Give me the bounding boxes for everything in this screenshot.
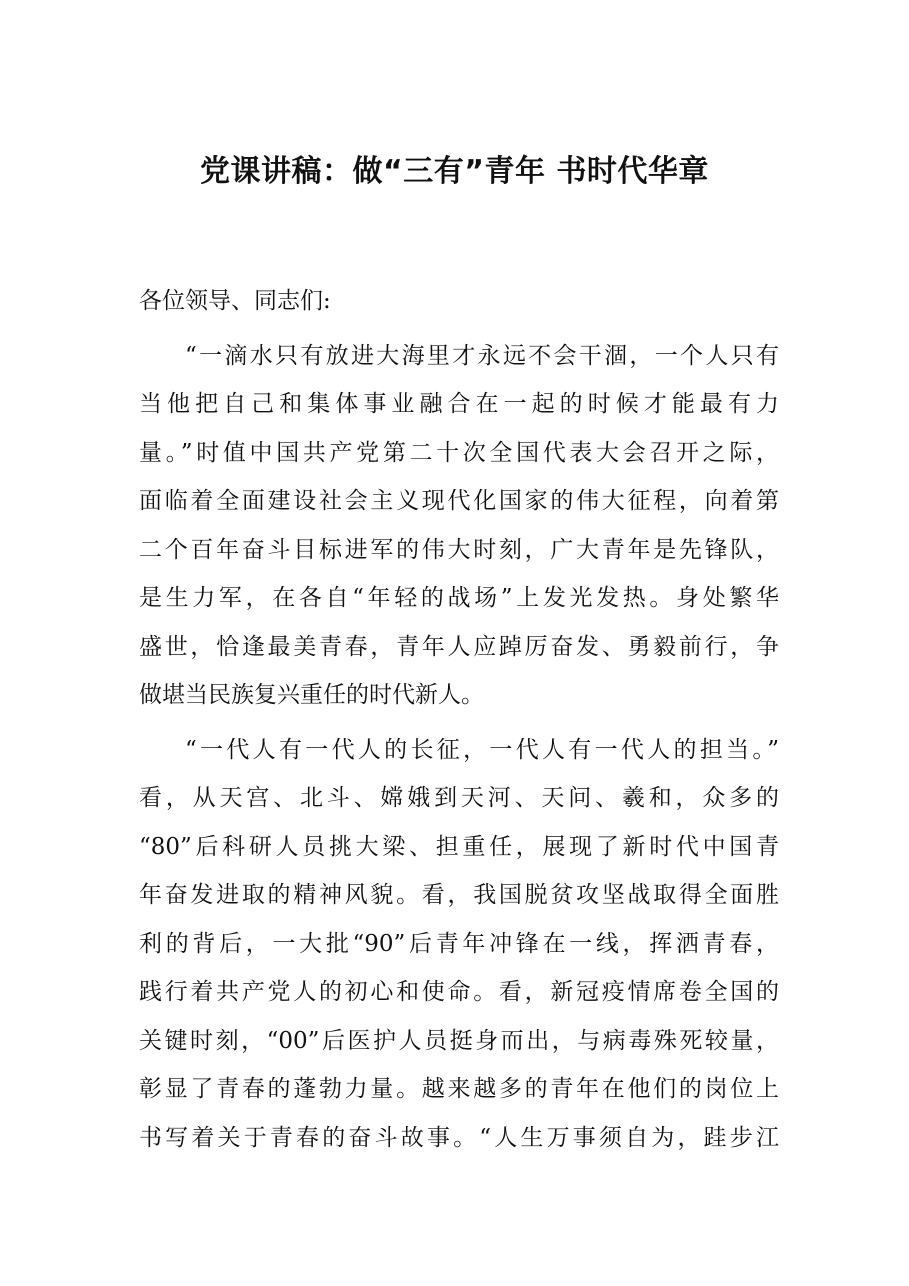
paragraph-line: 面临着全面建设社会主义现代化国家的伟大征程，向着第 <box>139 488 779 514</box>
paragraph-1 <box>139 332 779 720</box>
paragraph-line: 年奋发进取的精神风貌。看，我国脱贫攻坚战取得全面胜 <box>139 882 779 908</box>
salutation: 各位领导、同志们: <box>139 288 331 314</box>
paragraph-line: 二个百年奋斗目标进军的伟大时刻，广大青年是先锋队， <box>139 536 779 563</box>
document-title: 党课讲稿：做“三有”青年 书时代华章 <box>200 154 709 189</box>
paragraph-line: 当他把自己和集体事业融合在一起的时候才能最有力 <box>139 391 779 417</box>
paragraph-line: 践行着共产党人的初心和使命。看，新冠疫情席卷全国的 <box>139 979 779 1005</box>
paragraph-line: “一滴水只有放进大海里才永远不会干涸，一个人只有 <box>185 342 779 369</box>
paragraph-line: 做堪当民族复兴重任的时代新人。 <box>139 682 484 708</box>
paragraph-line: 看，从天宫、北斗、嫦娥到天河、天问、羲和，众多的 <box>139 785 779 811</box>
paragraph-line: “一代人有一代人的长征，一代人有一代人的担当。” <box>185 736 779 763</box>
paragraph-2 <box>139 726 779 1163</box>
paragraph-line: “80”后科研人员挑大梁、担重任，展现了新时代中国青 <box>139 833 779 860</box>
paragraph-line: 关键时刻，“00”后医护人员挺身而出，与病毒殊死较量， <box>139 1027 779 1054</box>
paragraph-line: 盛世，恰逢最美青春，青年人应踔厉奋发、勇毅前行，争 <box>139 633 779 660</box>
paragraph-line: 利的背后，一大批“90”后青年冲锋在一线，挥洒青春， <box>139 930 779 957</box>
document-body <box>139 277 779 1162</box>
paragraph-line: 彰显了青春的蓬勃力量。越来越多的青年在他们的岗位上 <box>139 1076 779 1102</box>
paragraph-line: 书写着关于青春的奋斗故事。“人生万事须自为，跬步江 <box>139 1124 779 1151</box>
paragraph-line: 是生力军，在各自“年轻的战场”上发光发热。身处繁华 <box>139 585 779 611</box>
paragraph-line: 量。”时值中国共产党第二十次全国代表大会召开之际， <box>139 439 779 466</box>
